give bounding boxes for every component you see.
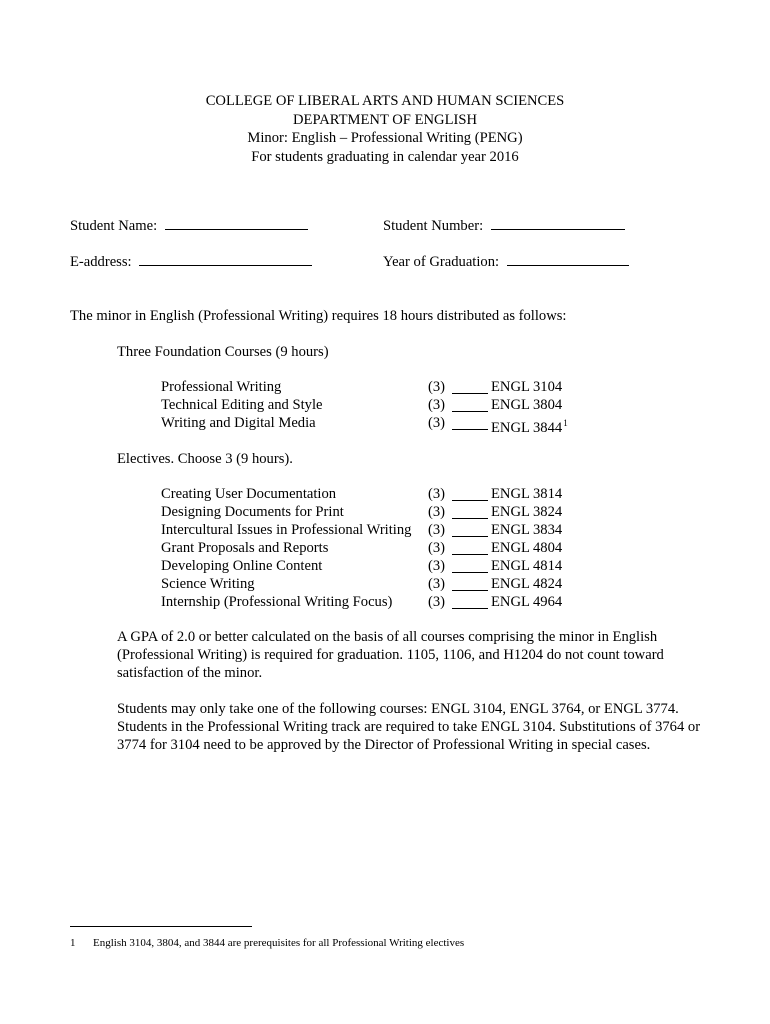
course-code: ENGL 3104 [491, 379, 563, 395]
course-checkbox-blank[interactable] [452, 578, 488, 591]
e-address-label: E-address: [70, 254, 132, 270]
course-checkbox-blank[interactable] [452, 596, 488, 609]
year-of-graduation-label: Year of Graduation: [383, 254, 500, 270]
student-number-blank[interactable] [491, 217, 625, 230]
e-address-field [70, 253, 312, 271]
footnote-number: 1 [70, 937, 76, 949]
course-hours: (3) [428, 504, 446, 520]
course-hours: (3) [428, 486, 446, 502]
course-hours: (3) [428, 415, 446, 431]
year-of-graduation-field [383, 253, 629, 271]
course-hours: (3) [428, 594, 446, 610]
course-checkbox-blank[interactable] [452, 488, 488, 501]
department-title: DEPARTMENT OF ENGLISH [293, 111, 477, 128]
course-checkbox-blank[interactable] [452, 399, 488, 412]
course-restriction-note: Students may only take one of the following courses: ENGL 3104, ENGL 3764, or ENGL 3774. Students in the Professional Writing track are required to take ENGL 3104. Substitutions of 3764 or 3774 for 3104 need to be approved by the Director of Professional Writing in special cases. [117, 701, 701, 753]
course-name: Grant Proposals and Reports [161, 540, 329, 556]
graduation-year-note: For students graduating in calendar year 2016 [251, 148, 519, 165]
student-number-field [383, 217, 625, 235]
minor-title: Minor: English – Professional Writing (PENG) [247, 130, 523, 146]
course-checkbox-blank[interactable] [452, 417, 488, 430]
course-name: Writing and Digital Media [161, 415, 316, 431]
requirements-intro: The minor in English (Professional Writing) requires 18 hours distributed as follows: [70, 308, 567, 324]
course-code: ENGL 4824 [491, 576, 563, 592]
course-checkbox-blank[interactable] [452, 524, 488, 537]
electives-heading: Electives. Choose 3 (9 hours). [117, 451, 293, 467]
footnote-text: English 3104, 3804, and 3844 are prerequisites for all Professional Writing electives [93, 937, 465, 949]
course-name: Creating User Documentation [161, 486, 337, 502]
course-code: ENGL 3834 [491, 522, 563, 538]
course-code: ENGL 3824 [491, 504, 563, 520]
e-address-blank[interactable] [139, 253, 312, 266]
footnote-divider [70, 926, 252, 927]
course-name: Intercultural Issues in Professional Writing [161, 522, 412, 538]
course-code: ENGL 3844 [491, 420, 563, 436]
course-code: ENGL 3804 [491, 397, 563, 413]
course-code: ENGL 4804 [491, 540, 563, 556]
student-name-label: Student Name: [70, 218, 158, 234]
course-hours: (3) [428, 558, 446, 574]
course-hours: (3) [428, 522, 446, 538]
document-header [0, 92, 770, 166]
footnote-reference: 1 [563, 418, 568, 428]
course-name: Designing Documents for Print [161, 504, 344, 520]
course-name: Professional Writing [161, 379, 282, 395]
course-hours: (3) [428, 379, 446, 395]
gpa-requirement-note: A GPA of 2.0 or better calculated on the basis of all courses comprising the minor in English (Professional Writing) is required for graduation. 1105, 1106, and H1204 do not count toward satisfaction of the minor. [117, 629, 664, 681]
course-hours: (3) [428, 397, 446, 413]
course-hours: (3) [428, 576, 446, 592]
course-name: Science Writing [161, 576, 255, 592]
course-name: Technical Editing and Style [161, 397, 323, 413]
course-checkbox-blank[interactable] [452, 542, 488, 555]
foundation-heading: Three Foundation Courses (9 hours) [117, 344, 329, 360]
course-name: Developing Online Content [161, 558, 323, 574]
college-title: COLLEGE OF LIBERAL ARTS AND HUMAN SCIENCES [205, 93, 565, 109]
footnote [70, 936, 464, 950]
course-name: Internship (Professional Writing Focus) [161, 594, 393, 610]
student-name-blank[interactable] [165, 217, 308, 230]
course-code-with-footnote [491, 414, 568, 437]
year-of-graduation-blank[interactable] [507, 253, 629, 266]
course-code: ENGL 4814 [491, 558, 563, 574]
course-code: ENGL 3814 [491, 486, 563, 502]
course-code: ENGL 4964 [491, 594, 563, 610]
student-name-field [70, 217, 308, 235]
student-number-label: Student Number: [383, 218, 484, 234]
course-hours: (3) [428, 540, 446, 556]
course-checkbox-blank[interactable] [452, 560, 488, 573]
course-checkbox-blank[interactable] [452, 381, 488, 394]
course-checkbox-blank[interactable] [452, 506, 488, 519]
